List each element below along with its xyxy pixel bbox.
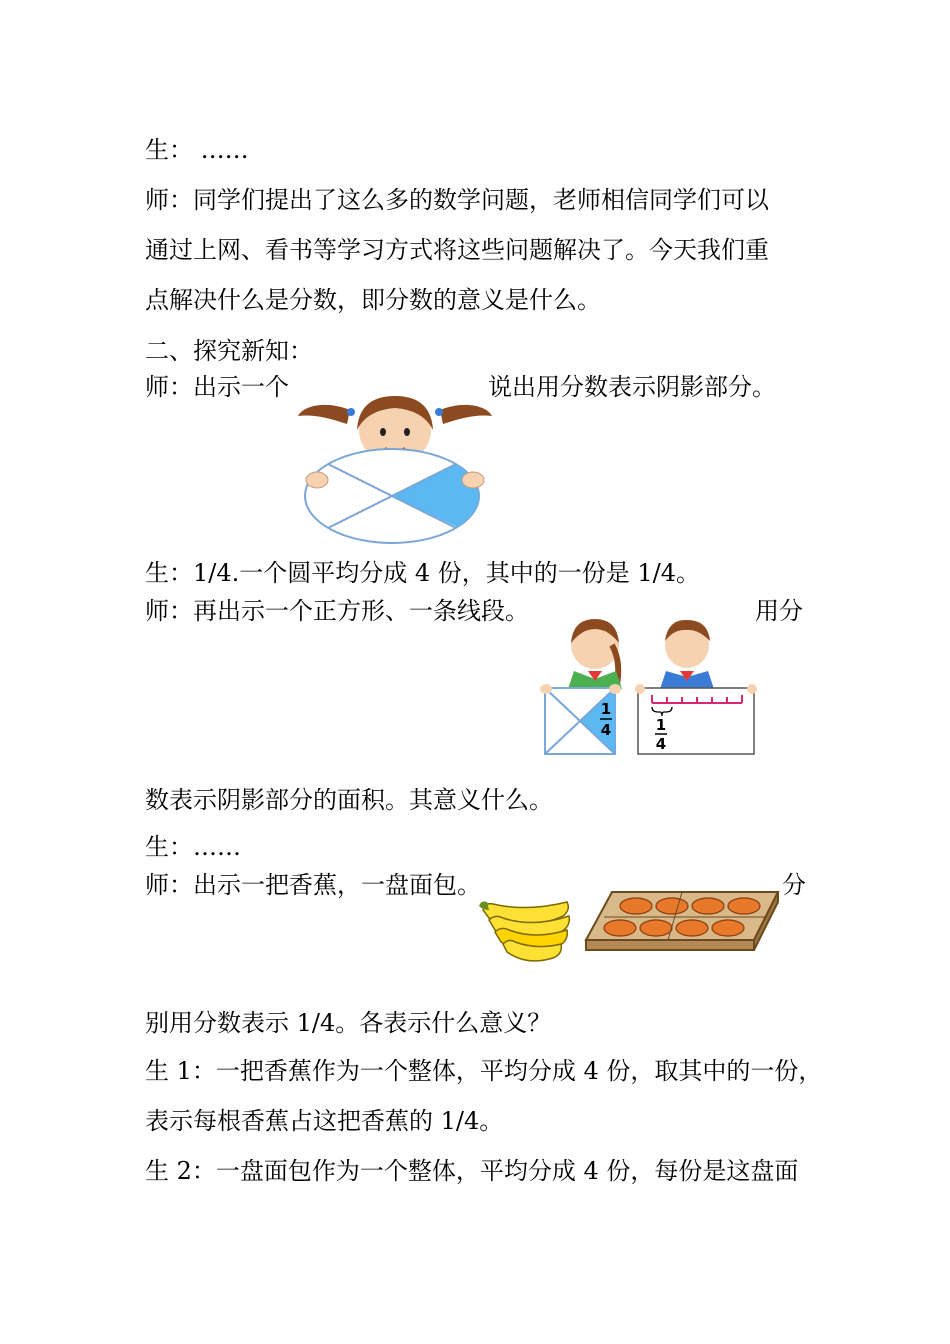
- text: 师：同学们提出了这么多的数学问题，老师相信同学们可以: [145, 186, 769, 214]
- line-student-ellipsis: 生： ……: [145, 136, 249, 164]
- line-teacher-paragraph-3: 点解决什么是分数，即分数的意义是什么。: [145, 286, 601, 314]
- line-teacher-banana-a: 师：出示一把香蕉，一盘面包。: [145, 871, 481, 899]
- square-fraction-denominator: 4: [600, 721, 612, 739]
- bananas-illustration: [475, 888, 575, 968]
- line-student1-answer: [145, 1056, 823, 1086]
- line-teacher-square-a: 师：再出示一个正方形、一条线段。: [145, 597, 529, 625]
- text: 通过上网、看书等学习方式将这些问题解决了。今天我们重: [145, 236, 769, 264]
- line-square-meaning: 数表示阴影部分的面积。其意义什么。: [145, 786, 553, 814]
- text: 生 1：一把香蕉作为一个整体，平均分成 4 份，取其中的一份，: [145, 1057, 823, 1085]
- square-and-segment-illustration: [540, 615, 760, 760]
- line-teacher-show-circle-a: 师：出示一个: [145, 373, 289, 401]
- line-student-ellipsis-2: 生：……: [145, 833, 241, 861]
- line-banana-question: 别用分数表示 1/4。各表示什么意义？: [145, 1009, 552, 1037]
- segment-fraction-denominator: 4: [655, 735, 667, 753]
- girl-with-circle-illustration: [295, 392, 495, 550]
- square-fraction-numerator: 1: [600, 700, 612, 718]
- section-heading: 二、探究新知：: [145, 337, 313, 365]
- line-teacher-show-circle-b: 说出用分数表示阴影部分。: [488, 373, 776, 401]
- bread-tray-illustration: [584, 890, 780, 952]
- line-teacher-paragraph-1: [145, 185, 805, 215]
- line-teacher-banana-b: 分: [782, 871, 806, 899]
- line-student-answer-circle: 生：1/4.一个圆平均分成 4 份，其中的一份是 1/4。: [145, 559, 701, 587]
- line-student2-answer: [145, 1156, 805, 1186]
- line-teacher-square-b: 用分: [755, 597, 803, 625]
- line-student1-answer-cont: 表示每根香蕉占这把香蕉的 1/4。: [145, 1107, 504, 1135]
- text: 生 2：一盘面包作为一个整体，平均分成 4 份，每份是这盘面: [145, 1157, 799, 1185]
- segment-fraction-numerator: 1: [655, 716, 667, 734]
- line-teacher-paragraph-2: [145, 235, 805, 265]
